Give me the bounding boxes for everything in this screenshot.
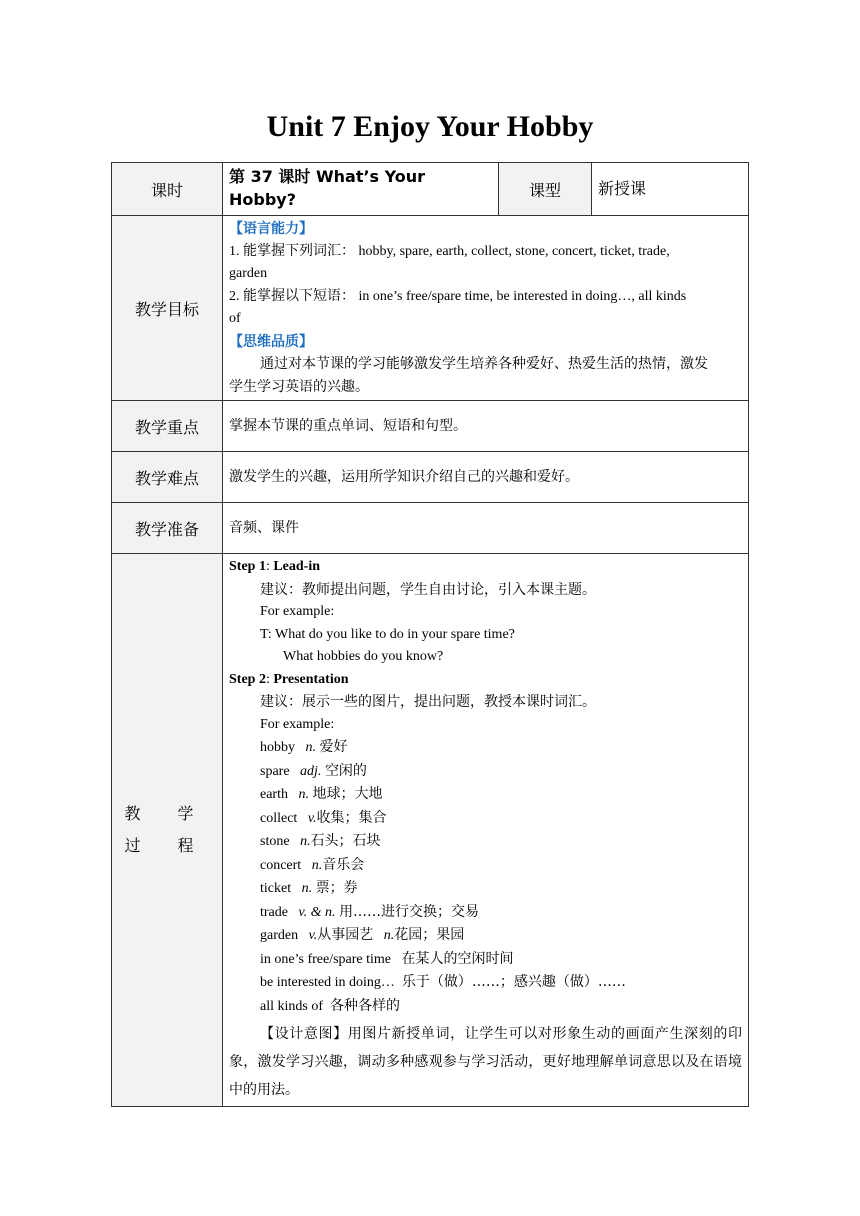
difficulties-row	[112, 452, 749, 503]
process-label-line-2: 过 程	[124, 836, 210, 855]
vocab-item: stone n.石头；石块	[260, 833, 381, 849]
objective-item-2-cont: of	[229, 311, 241, 326]
preparation-row	[112, 503, 749, 554]
step2-example: For example:	[260, 716, 335, 732]
process-row	[112, 554, 749, 1107]
step1-question-1: T: What do you like to do in your spare time?	[260, 626, 515, 642]
difficulties-label: 教学难点	[112, 452, 223, 503]
vocab-list	[229, 736, 742, 1018]
preparation-value: 音频、课件	[223, 503, 749, 554]
vocab-item-garden: garden v.从事园艺 n.花园；果园	[260, 927, 465, 943]
design-intent: 【设计意图】用图片新授单词，让学生可以对形象生动的画面产生深刻的印象，激发学习兴趣，调动多种感观参与学习活动，更好地理解单词意思以及在语境中的用法。	[229, 1026, 742, 1098]
vocab-item: ticket n. 票；券	[260, 880, 358, 896]
thinking-text-cont: 学生学习英语的兴趣。	[229, 378, 369, 395]
vocab-item: collect v.收集；集合	[260, 809, 387, 826]
type-label: 课型	[499, 163, 592, 216]
lesson-value: 第 37 课时 What’s Your Hobby?	[223, 163, 499, 216]
page-title: Unit 7 Enjoy Your Hobby	[266, 110, 594, 143]
key-points-value: 掌握本节课的重点单词、短语和句型。	[223, 401, 749, 452]
lesson-label: 课时	[112, 163, 223, 216]
objective-item-1: 1. 能掌握下列词汇： hobby, spare, earth, collect, stone, concert, ticket, trade,	[229, 243, 670, 259]
vocab-item: concert n.音乐会	[260, 856, 365, 873]
step1-heading: Step 1: Lead-in	[229, 559, 321, 574]
step1-example: For example:	[260, 604, 335, 619]
phrase-item: in one’s free/spare time 在某人的空闲时间	[260, 950, 514, 967]
vocab-item: spare adj. 空闲的	[260, 762, 367, 779]
lesson-plan-table	[111, 162, 749, 1107]
process-label	[112, 554, 223, 1107]
objective-item-1-cont: garden	[229, 266, 268, 281]
preparation-label: 教学准备	[112, 503, 223, 554]
difficulties-value: 激发学生的兴趣，运用所学知识介绍自己的兴趣和爱好。	[223, 452, 749, 503]
header-row	[112, 163, 749, 216]
vocab-item: trade v. & n. 用……进行交换；交易	[260, 903, 480, 920]
objectives-label: 教学目标	[112, 216, 223, 401]
thinking-heading: 【思维品质】	[229, 333, 313, 350]
step1-question-2: What hobbies do you know?	[283, 649, 444, 664]
phrase-item: all kinds of 各种各样的	[260, 997, 400, 1014]
key-points-row	[112, 401, 749, 452]
phrase-item: be interested in doing… 乐于（做）……；感兴趣（做）……	[260, 974, 626, 990]
language-heading: 【语言能力】	[229, 221, 313, 237]
vocab-item: hobby n. 爱好	[260, 739, 348, 755]
process-content	[223, 554, 749, 1107]
type-value: 新授课	[592, 163, 749, 216]
step2-suggestion: 建议：展示一些的图片，提出问题，教授本课时词汇。	[260, 694, 596, 710]
step2-heading: Step 2: Presentation	[229, 671, 349, 687]
vocab-item: earth n. 地球；大地	[260, 786, 383, 802]
step1-suggestion: 建议：教师提出问题，学生自由讨论，引入本课主题。	[260, 581, 596, 598]
objective-item-2: 2. 能掌握以下短语： in one’s free/spare time, be interested in doing…, all kinds	[229, 288, 687, 304]
process-label-line-1: 教 学	[124, 804, 210, 823]
objectives-content	[223, 216, 749, 401]
objectives-row	[112, 216, 749, 401]
key-points-label: 教学重点	[112, 401, 223, 452]
thinking-text: 通过对本节课的学习能够激发学生培养各种爱好、热爱生活的热情，激发	[260, 356, 708, 372]
